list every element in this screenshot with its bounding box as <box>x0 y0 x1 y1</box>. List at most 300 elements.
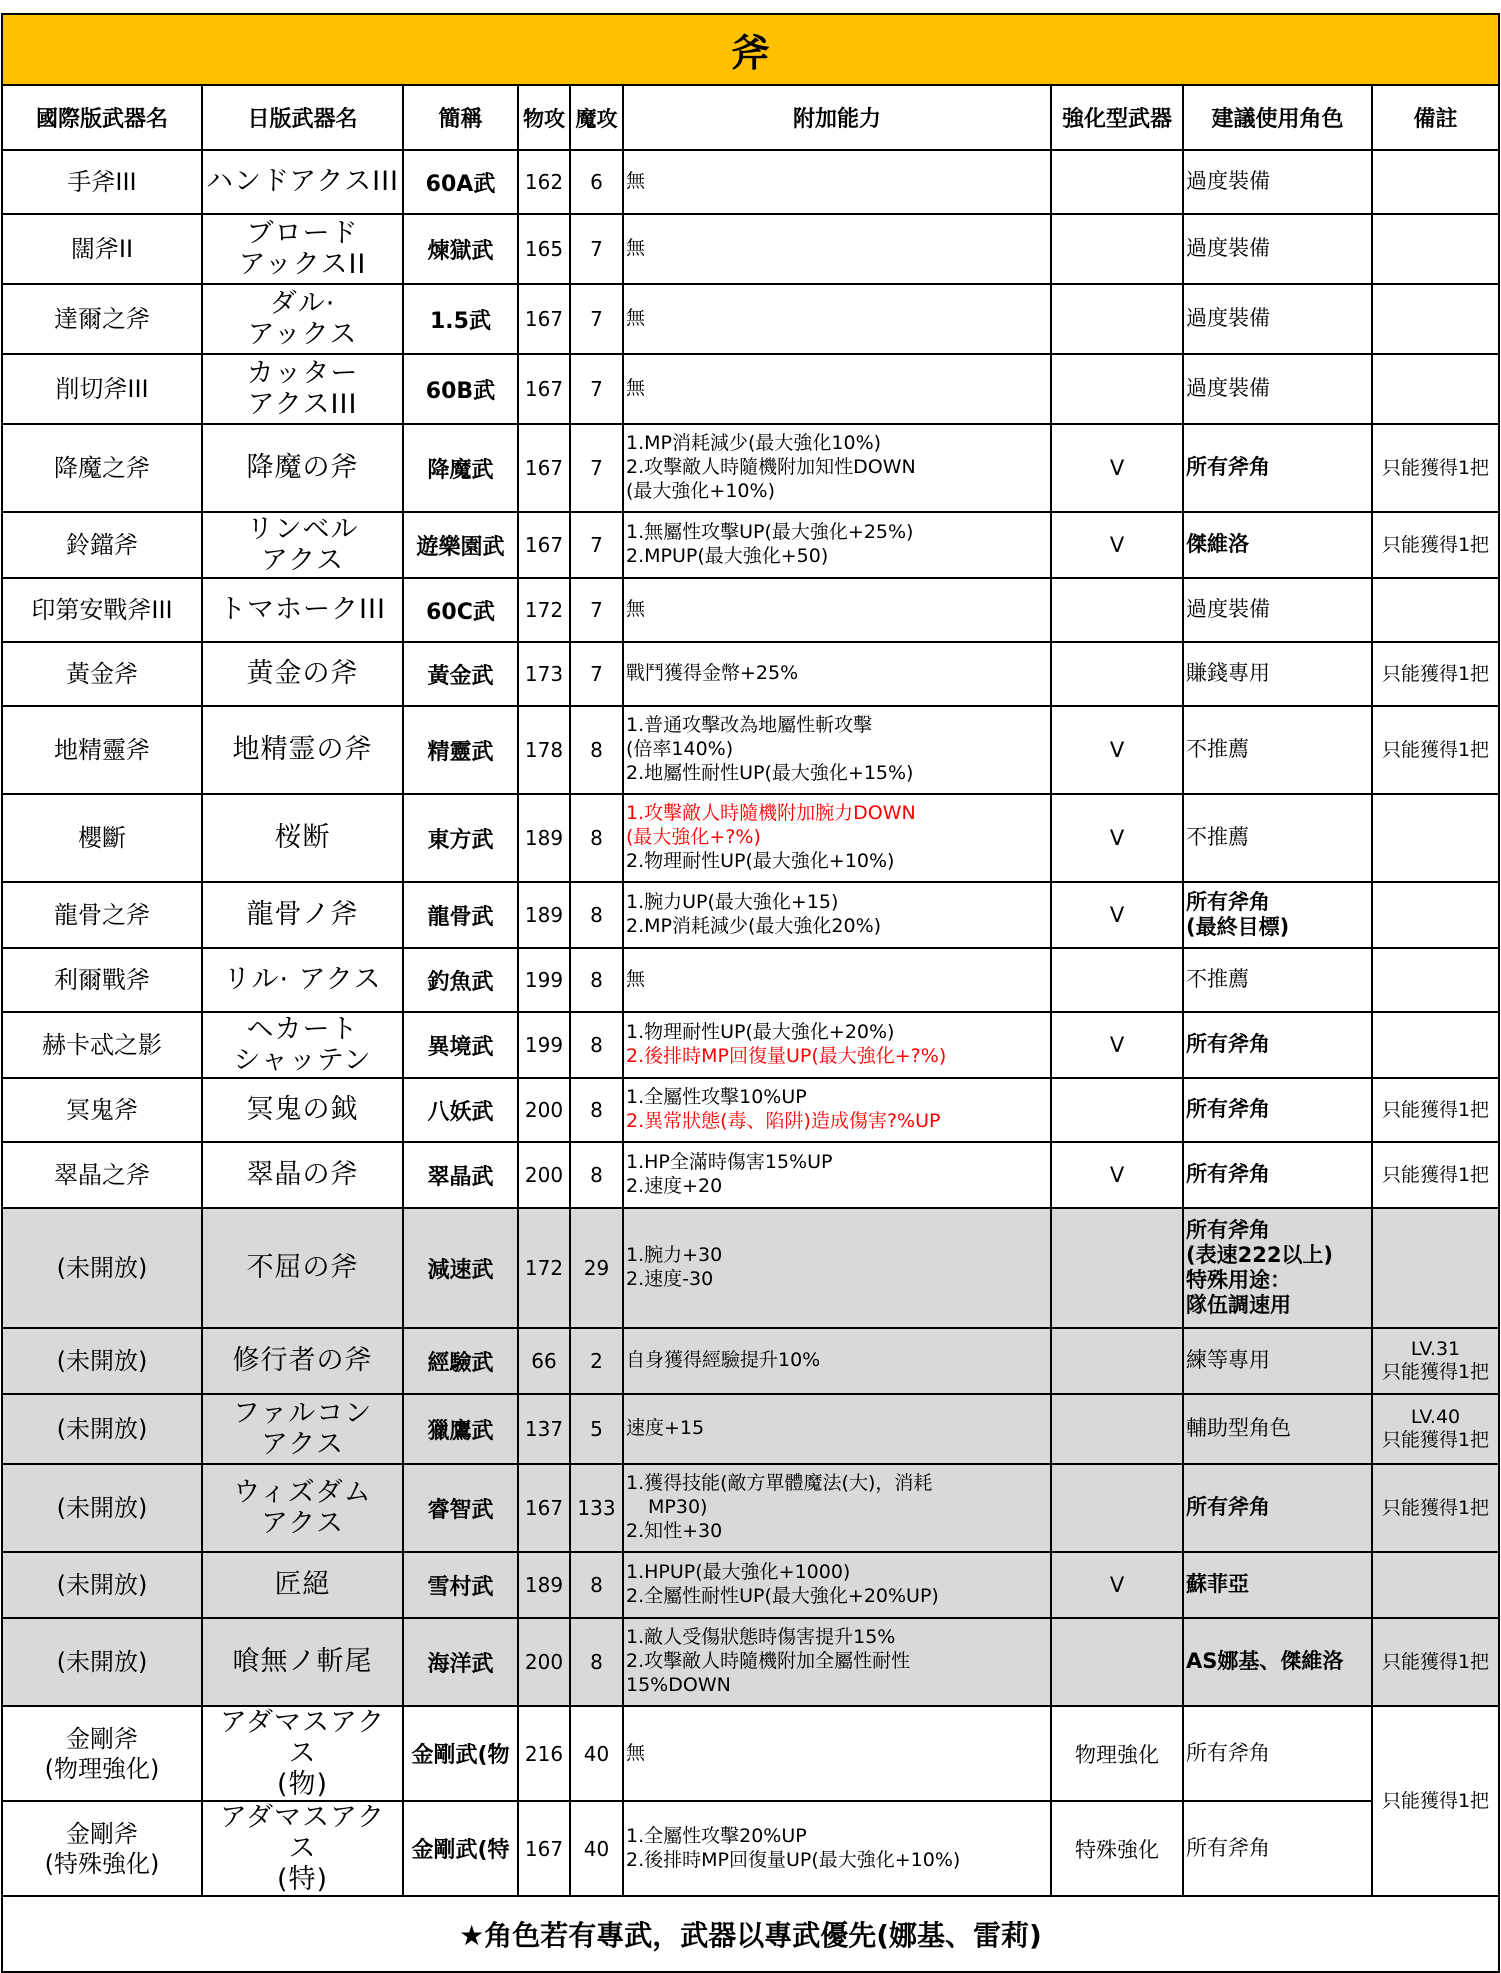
jp-name-cell <box>202 150 403 214</box>
note-cell <box>1372 948 1499 1012</box>
intl-name-line: 龍骨之斧 <box>54 901 150 929</box>
abbr-cell: 60B武 <box>403 354 518 424</box>
role-cell <box>1183 1464 1372 1552</box>
table-row <box>2 150 1499 214</box>
role-line: 所有斧角 <box>1186 455 1270 480</box>
note-cell <box>1372 578 1499 642</box>
table-row <box>2 1464 1499 1552</box>
col-header-enhance: 強化型武器 <box>1051 85 1183 150</box>
ability-line: 無 <box>626 170 646 193</box>
intl-name-cell <box>2 424 202 512</box>
table-row <box>2 1142 1499 1208</box>
ability-line: 2.異常狀態(毒、陷阱)造成傷害?%UP <box>626 1110 941 1132</box>
intl-name-line: (未開放) <box>56 1494 148 1522</box>
abbr-cell: 睿智武 <box>403 1464 518 1552</box>
ability-line: (倍率140%) <box>626 738 734 761</box>
abbr-cell: 獵鷹武 <box>403 1394 518 1464</box>
note-cell <box>1372 1328 1499 1394</box>
abbr-cell: 經驗武 <box>403 1328 518 1394</box>
role-cell <box>1183 578 1372 642</box>
intl-name-line: (未開放) <box>56 1571 148 1599</box>
role-cell <box>1183 1208 1372 1328</box>
ability-line: 2.物理耐性UP(最大強化+10%) <box>626 849 895 872</box>
jp-name-cell <box>202 354 403 424</box>
enhance-cell <box>1051 1464 1183 1552</box>
role-line: 過度裝備 <box>1186 169 1270 194</box>
table-row <box>2 948 1499 1012</box>
ability-line: 2.後排時MP回復量UP(最大強化+10%) <box>626 1848 961 1871</box>
mag-atk-cell: 7 <box>570 424 623 512</box>
abbr-cell: 1.5武 <box>403 284 518 354</box>
intl-name-cell <box>2 1394 202 1464</box>
role-line: 所有斧角 <box>1186 1162 1270 1187</box>
ability-cell <box>623 1618 1051 1706</box>
intl-name-cell <box>2 882 202 948</box>
jp-name-cell <box>202 1464 403 1552</box>
enhance-cell <box>1051 354 1183 424</box>
enhance-cell <box>1051 1078 1183 1142</box>
ability-cell <box>623 1078 1051 1142</box>
intl-name-cell <box>2 1142 202 1208</box>
mag-atk-cell: 8 <box>570 794 623 882</box>
role-cell <box>1183 354 1372 424</box>
intl-name-line: 闊斧II <box>70 235 134 263</box>
role-cell <box>1183 512 1372 578</box>
enhance-cell <box>1051 578 1183 642</box>
table-row <box>2 1394 1499 1464</box>
abbr-cell: 降魔武 <box>403 424 518 512</box>
ability-line: 無 <box>626 1741 646 1764</box>
jp-name-cell <box>202 284 403 354</box>
table-row <box>2 578 1499 642</box>
jp-name-line: アクス <box>261 1508 344 1539</box>
ability-line: 1.攻擊敵人時隨機附加腕力DOWN <box>626 802 916 825</box>
enhance-cell <box>1051 214 1183 284</box>
ability-cell <box>623 1801 1051 1896</box>
jp-name-line: リル· アクス <box>223 964 382 996</box>
role-cell <box>1183 1618 1372 1706</box>
jp-name-cell <box>202 1801 403 1896</box>
intl-name-cell <box>2 1012 202 1078</box>
intl-name-line: (未開放) <box>56 1254 148 1282</box>
jp-name-line: アクス <box>261 545 344 576</box>
note-line: LV.40 <box>1410 1406 1461 1429</box>
phys-atk-cell: 165 <box>518 214 570 284</box>
table-row <box>2 1208 1499 1328</box>
note-cell <box>1372 1464 1499 1552</box>
ability-cell <box>623 354 1051 424</box>
jp-name-line: 喰無ノ斬尾 <box>232 1646 373 1678</box>
note-line: 只能獲得1把 <box>1381 1789 1490 1812</box>
role-line: AS娜基、傑維洛 <box>1186 1649 1344 1674</box>
jp-name-cell <box>202 948 403 1012</box>
role-cell <box>1183 1801 1372 1896</box>
ability-cell <box>623 1012 1051 1078</box>
ability-cell <box>623 1706 1051 1801</box>
jp-name-line: 龍骨ノ斧 <box>246 899 359 931</box>
phys-atk-cell: 167 <box>518 284 570 354</box>
phys-atk-cell: 189 <box>518 882 570 948</box>
role-cell <box>1183 642 1372 706</box>
mag-atk-cell: 8 <box>570 1078 623 1142</box>
phys-atk-cell: 66 <box>518 1328 570 1394</box>
jp-name-line: (特) <box>276 1864 329 1896</box>
ability-line: MP30) <box>648 1496 708 1519</box>
footer-note: ★角色若有專武，武器以專武優先(娜基、雷莉) <box>2 1896 1499 1972</box>
ability-cell <box>623 214 1051 284</box>
intl-name-line: 地精靈斧 <box>54 736 150 764</box>
header-row <box>2 85 1499 150</box>
role-line: 過度裝備 <box>1186 306 1270 331</box>
col-header-note: 備註 <box>1372 85 1499 150</box>
enhance-cell <box>1051 284 1183 354</box>
role-cell <box>1183 882 1372 948</box>
enhance-cell: V <box>1051 424 1183 512</box>
intl-name-line: 削切斧III <box>55 375 149 403</box>
role-line: 練等專用 <box>1186 1348 1270 1373</box>
enhance-cell <box>1051 1328 1183 1394</box>
intl-name-line: 翠晶之斧 <box>54 1161 150 1189</box>
role-line: 過度裝備 <box>1186 376 1270 401</box>
role-line: 傑維洛 <box>1186 532 1249 557</box>
intl-name-line: 鈴鐺斧 <box>66 531 138 559</box>
note-line: 只能獲得1把 <box>1381 1098 1490 1121</box>
jp-name-line: アックス <box>247 319 358 350</box>
role-line: (最終目標) <box>1186 915 1290 939</box>
table-row <box>2 1618 1499 1706</box>
ability-line: 戰鬥獲得金幣+25% <box>626 662 799 685</box>
abbr-cell: 龍骨武 <box>403 882 518 948</box>
role-line: 過度裝備 <box>1186 597 1270 622</box>
mag-atk-cell: 8 <box>570 706 623 794</box>
intl-name-cell <box>2 1328 202 1394</box>
ability-cell <box>623 284 1051 354</box>
note-cell <box>1372 150 1499 214</box>
abbr-cell: 海洋武 <box>403 1618 518 1706</box>
role-cell <box>1183 1142 1372 1208</box>
note-cell <box>1372 424 1499 512</box>
abbr-cell: 煉獄武 <box>403 214 518 284</box>
jp-name-line: ファルコン <box>232 1397 373 1429</box>
abbr-cell: 遊樂園武 <box>403 512 518 578</box>
jp-name-cell <box>202 642 403 706</box>
intl-name-line: (未開放) <box>56 1347 148 1375</box>
role-line: 特殊用途： <box>1186 1268 1291 1292</box>
mag-atk-cell: 133 <box>570 1464 623 1552</box>
mag-atk-cell: 8 <box>570 1142 623 1208</box>
abbr-cell: 異境武 <box>403 1012 518 1078</box>
phys-atk-cell: 167 <box>518 424 570 512</box>
phys-atk-cell: 189 <box>518 1552 570 1618</box>
ability-cell <box>623 642 1051 706</box>
role-cell <box>1183 1706 1372 1801</box>
mag-atk-cell: 8 <box>570 1552 623 1618</box>
jp-name-cell <box>202 706 403 794</box>
mag-atk-cell: 40 <box>570 1801 623 1896</box>
enhance-cell: V <box>1051 512 1183 578</box>
role-cell <box>1183 1012 1372 1078</box>
jp-name-line: アックスII <box>238 249 367 280</box>
intl-name-cell <box>2 1801 202 1896</box>
abbr-cell: 東方武 <box>403 794 518 882</box>
intl-name-line: (物理強化) <box>44 1754 160 1783</box>
note-cell <box>1372 512 1499 578</box>
ability-line: 2.速度-30 <box>626 1268 714 1290</box>
jp-name-line: (物) <box>276 1769 329 1801</box>
jp-name-line: ブロード <box>246 217 359 249</box>
enhance-cell <box>1051 150 1183 214</box>
intl-name-cell <box>2 794 202 882</box>
role-line: 所有斧角 <box>1186 1495 1270 1520</box>
intl-name-line: 利爾戰斧 <box>54 966 150 994</box>
ability-line: 2.速度+20 <box>626 1175 723 1197</box>
mag-atk-cell: 8 <box>570 1012 623 1078</box>
ability-line: 2.MPUP(最大強化+50) <box>626 545 829 567</box>
intl-name-cell <box>2 578 202 642</box>
ability-line: 1.MP消耗減少(最大強化10%) <box>626 432 882 455</box>
role-line: 所有斧角 <box>1186 1097 1270 1122</box>
intl-name-cell <box>2 706 202 794</box>
mag-atk-cell: 7 <box>570 578 623 642</box>
jp-name-line: 降魔の斧 <box>246 452 359 484</box>
mag-atk-cell: 40 <box>570 1706 623 1801</box>
intl-name-cell <box>2 1618 202 1706</box>
note-cell <box>1372 706 1499 794</box>
ability-line: 1.敵人受傷狀態時傷害提升15% <box>626 1626 896 1649</box>
note-line: LV.31 <box>1410 1338 1461 1361</box>
table-row <box>2 1801 1499 1896</box>
intl-name-line: 黃金斧 <box>66 660 138 688</box>
phys-atk-cell: 189 <box>518 794 570 882</box>
ability-line: 2.全屬性耐性UP(最大強化+20%UP) <box>626 1585 939 1607</box>
intl-name-line: (未開放) <box>56 1648 148 1676</box>
phys-atk-cell: 167 <box>518 1801 570 1896</box>
role-cell <box>1183 214 1372 284</box>
phys-atk-cell: 162 <box>518 150 570 214</box>
col-header-role: 建議使用角色 <box>1183 85 1372 150</box>
intl-name-cell <box>2 1464 202 1552</box>
note-cell <box>1372 1394 1499 1464</box>
note-cell <box>1372 354 1499 424</box>
enhance-cell <box>1051 642 1183 706</box>
abbr-cell: 減速武 <box>403 1208 518 1328</box>
phys-atk-cell: 167 <box>518 1464 570 1552</box>
ability-line: 2.地屬性耐性UP(最大強化+15%) <box>626 761 914 784</box>
ability-cell <box>623 948 1051 1012</box>
ability-line: 1.腕力+30 <box>626 1244 723 1267</box>
phys-atk-cell: 199 <box>518 1012 570 1078</box>
ability-line: 1.普通攻擊改為地屬性斬攻擊 <box>626 714 873 737</box>
intl-name-line: 冥鬼斧 <box>66 1096 138 1124</box>
note-line: 只能獲得1把 <box>1381 1496 1490 1519</box>
intl-name-line: (未開放) <box>56 1415 148 1443</box>
jp-name-line: 不屈の斧 <box>246 1252 359 1284</box>
enhance-cell <box>1051 1208 1183 1328</box>
mag-atk-cell: 8 <box>570 1618 623 1706</box>
jp-name-line: カッター <box>246 357 359 389</box>
jp-name-line: アダマスアクス <box>219 1707 386 1770</box>
ability-cell <box>623 512 1051 578</box>
note-line: 只能獲得1把 <box>1381 1163 1490 1186</box>
role-cell <box>1183 1078 1372 1142</box>
mag-atk-cell: 29 <box>570 1208 623 1328</box>
ability-line: 1.HPUP(最大強化+1000) <box>626 1561 851 1584</box>
role-cell <box>1183 948 1372 1012</box>
table-row <box>2 706 1499 794</box>
note-cell <box>1372 1208 1499 1328</box>
ability-line: 1.全屬性攻擊20%UP <box>626 1824 807 1847</box>
intl-name-cell <box>2 1208 202 1328</box>
jp-name-line: ダル· <box>269 287 336 319</box>
ability-line: 無 <box>626 237 646 260</box>
intl-name-cell <box>2 354 202 424</box>
role-line: 所有斧角 <box>1186 889 1270 914</box>
jp-name-cell <box>202 1142 403 1208</box>
ability-cell <box>623 706 1051 794</box>
jp-name-cell <box>202 1706 403 1801</box>
phys-atk-cell: 137 <box>518 1394 570 1464</box>
ability-cell <box>623 578 1051 642</box>
table-row <box>2 1552 1499 1618</box>
enhance-cell: V <box>1051 1552 1183 1618</box>
col-header-phys-atk: 物攻 <box>518 85 570 150</box>
jp-name-line: アクス <box>261 1429 344 1460</box>
note-cell <box>1372 1552 1499 1618</box>
mag-atk-cell: 6 <box>570 150 623 214</box>
intl-name-cell <box>2 948 202 1012</box>
table-row <box>2 512 1499 578</box>
role-cell <box>1183 1552 1372 1618</box>
ability-cell <box>623 794 1051 882</box>
enhance-cell: V <box>1051 794 1183 882</box>
jp-name-cell <box>202 1394 403 1464</box>
ability-line: 1.HP全滿時傷害15%UP <box>626 1151 833 1174</box>
role-line: 不推薦 <box>1186 967 1249 992</box>
intl-name-line: 櫻斷 <box>78 824 126 852</box>
ability-line: 無 <box>626 968 646 991</box>
note-line: 只能獲得1把 <box>1381 456 1490 479</box>
intl-name-line: 印第安戰斧III <box>31 596 173 624</box>
note-cell <box>1372 882 1499 948</box>
jp-name-cell <box>202 578 403 642</box>
ability-cell <box>623 1208 1051 1328</box>
jp-name-cell <box>202 1208 403 1328</box>
intl-name-cell <box>2 1078 202 1142</box>
note-cell <box>1372 642 1499 706</box>
ability-line: 2.攻擊敵人時隨機附加知性DOWN <box>626 456 916 479</box>
ability-line: 1.物理耐性UP(最大強化+20%) <box>626 1021 895 1044</box>
abbr-cell: 精靈武 <box>403 706 518 794</box>
role-line: 所有斧角 <box>1186 1032 1270 1057</box>
note-cell <box>1372 1142 1499 1208</box>
role-line: 所有斧角 <box>1186 1740 1270 1765</box>
role-line: 輔助型角色 <box>1186 1416 1291 1441</box>
phys-atk-cell: 167 <box>518 354 570 424</box>
role-cell <box>1183 284 1372 354</box>
intl-name-line: 達爾之斧 <box>54 305 150 333</box>
enhance-cell: 特殊強化 <box>1051 1801 1183 1896</box>
intl-name-cell <box>2 1706 202 1801</box>
intl-name-cell <box>2 642 202 706</box>
table-row <box>2 794 1499 882</box>
enhance-cell <box>1051 1618 1183 1706</box>
ability-line: 速度+15 <box>626 1417 705 1440</box>
enhance-cell: V <box>1051 882 1183 948</box>
jp-name-line: リンベル <box>246 513 359 545</box>
table-row <box>2 214 1499 284</box>
ability-line: (最大強化+?%) <box>626 826 761 849</box>
mag-atk-cell: 2 <box>570 1328 623 1394</box>
jp-name-cell <box>202 882 403 948</box>
role-cell <box>1183 706 1372 794</box>
ability-line: 2.後排時MP回復量UP(最大強化+?%) <box>626 1045 947 1067</box>
intl-name-line: 手斧III <box>67 168 137 196</box>
intl-name-line: (特殊強化) <box>44 1849 160 1878</box>
phys-atk-cell: 200 <box>518 1618 570 1706</box>
intl-name-cell <box>2 284 202 354</box>
mag-atk-cell: 7 <box>570 642 623 706</box>
role-line: 所有斧角 <box>1186 1217 1270 1242</box>
col-header-abbr: 簡稱 <box>403 85 518 150</box>
table-row <box>2 1328 1499 1394</box>
abbr-cell: 60C武 <box>403 578 518 642</box>
jp-name-cell <box>202 424 403 512</box>
jp-name-cell <box>202 1328 403 1394</box>
jp-name-cell <box>202 1012 403 1078</box>
col-header-ability: 附加能力 <box>623 85 1051 150</box>
phys-atk-cell: 173 <box>518 642 570 706</box>
table-row <box>2 1012 1499 1078</box>
jp-name-line: 匠絕 <box>274 1569 331 1601</box>
role-cell <box>1183 150 1372 214</box>
note-line: 只能獲得1把 <box>1381 1361 1490 1383</box>
ability-cell <box>623 1464 1051 1552</box>
mag-atk-cell: 5 <box>570 1394 623 1464</box>
table-row <box>2 642 1499 706</box>
ability-line: 自身獲得經驗提升10% <box>626 1349 821 1372</box>
jp-name-line: ハンドアクスIII <box>206 166 399 198</box>
role-line: 所有斧角 <box>1186 1836 1270 1861</box>
intl-name-line: 金剛斧 <box>66 1819 138 1848</box>
ability-cell <box>623 882 1051 948</box>
abbr-cell: 八妖武 <box>403 1078 518 1142</box>
table-row <box>2 882 1499 948</box>
role-line: 蘇菲亞 <box>1186 1572 1249 1597</box>
table-row <box>2 284 1499 354</box>
jp-name-line: トマホークIII <box>219 594 386 626</box>
ability-cell <box>623 150 1051 214</box>
role-line: 過度裝備 <box>1186 236 1270 261</box>
mag-atk-cell: 8 <box>570 948 623 1012</box>
role-cell <box>1183 794 1372 882</box>
ability-cell <box>623 1142 1051 1208</box>
enhance-cell: V <box>1051 1142 1183 1208</box>
ability-line: 2.知性+30 <box>626 1519 723 1542</box>
axe-weapon-table <box>1 13 1500 1973</box>
jp-name-line: アクスIII <box>247 389 358 420</box>
mag-atk-cell: 7 <box>570 512 623 578</box>
jp-name-cell <box>202 1618 403 1706</box>
abbr-cell: 金剛武(物 <box>403 1706 518 1801</box>
phys-atk-cell: 200 <box>518 1142 570 1208</box>
ability-line: 15%DOWN <box>626 1673 731 1696</box>
table-row <box>2 424 1499 512</box>
phys-atk-cell: 178 <box>518 706 570 794</box>
note-line: 只能獲得1把 <box>1381 533 1490 556</box>
table-row <box>2 1706 1499 1801</box>
ability-cell <box>623 424 1051 512</box>
table-row <box>2 354 1499 424</box>
